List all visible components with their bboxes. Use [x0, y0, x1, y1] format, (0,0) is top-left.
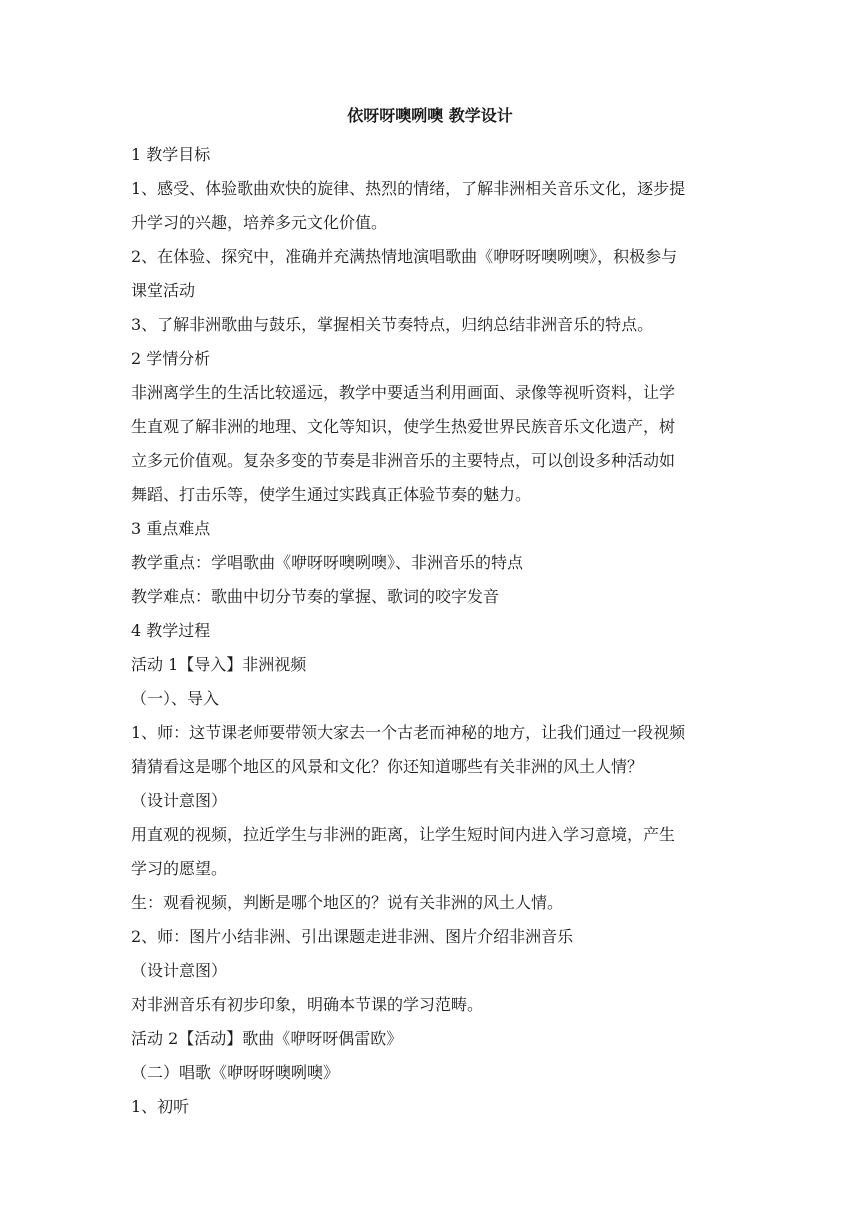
- paragraph-line: 1、师：这节课老师要带领大家去一个古老而神秘的地方，让我们通过一段视频: [131, 723, 686, 742]
- paragraph-line: 学习的愿望。: [131, 859, 228, 878]
- section-heading-objectives: 1 教学目标: [131, 145, 211, 164]
- paragraph-line: 立多元价值观。复杂多变的节奏是非洲音乐的主要特点，可以创设多种活动如: [131, 451, 676, 470]
- subsection-heading: （一）、导入: [131, 689, 220, 708]
- design-intent-label: （设计意图）: [131, 961, 228, 980]
- paragraph-line: 用直观的视频，拉近学生与非洲的距离，让学生短时间内进入学习意境，产生: [131, 825, 676, 844]
- paragraph-line: 1、感受、体验歌曲欢快的旋律、热烈的情绪，了解非洲相关音乐文化，逐步提: [131, 179, 686, 198]
- activity-heading: 活动 2【活动】歌曲《咿呀呀偶雷欧》: [131, 1029, 403, 1048]
- document-title: 依呀呀噢咧噢 教学设计: [347, 106, 513, 125]
- section-heading-process: 4 教学过程: [131, 621, 211, 640]
- paragraph-line: 1、初听: [131, 1097, 190, 1116]
- subsection-heading: （二）唱歌《咿呀呀噢咧噢》: [131, 1063, 340, 1082]
- paragraph-line: 教学难点：歌曲中切分节奏的掌握、歌词的咬字发音: [131, 587, 500, 606]
- paragraph-line: 舞蹈、打击乐等，使学生通过实践真正体验节奏的魅力。: [131, 485, 532, 504]
- paragraph-line: 生：观看视频，判断是哪个地区的？说有关非洲的风土人情。: [131, 893, 564, 912]
- section-heading-key-points: 3 重点难点: [131, 519, 211, 538]
- document-body: [131, 138, 731, 1124]
- activity-heading: 活动 1【导入】非洲视频: [131, 655, 307, 674]
- paragraph-line: 对非洲音乐有初步印象，明确本节课的学习范畴。: [131, 995, 484, 1014]
- paragraph-line: 教学重点：学唱歌曲《咿呀呀噢咧噢》、非洲音乐的特点: [131, 553, 524, 572]
- paragraph-line: 2、在体验、探究中，准确并充满热情地演唱歌曲《咿呀呀噢咧噢》，积极参与: [131, 247, 678, 266]
- paragraph-line: 猜猜看这是哪个地区的风景和文化？你还知道哪些有关非洲的风土人情？: [131, 757, 644, 776]
- paragraph-line: 升学习的兴趣，培养多元文化价值。: [131, 213, 388, 232]
- paragraph-line: 非洲离学生的生活比较遥远，教学中要适当利用画面、录像等视听资料，让学: [131, 383, 676, 402]
- paragraph-line: 2、师：图片小结非洲、引出课题走进非洲、图片介绍非洲音乐: [131, 927, 574, 946]
- design-intent-label: （设计意图）: [131, 791, 228, 810]
- paragraph-line: 课堂活动: [131, 281, 196, 300]
- paragraph-line: 3、了解非洲歌曲与鼓乐，掌握相关节奏特点，归纳总结非洲音乐的特点。: [131, 315, 654, 334]
- paragraph-line: 生直观了解非洲的地理、文化等知识，使学生热爱世界民族音乐文化遗产，树: [131, 417, 676, 436]
- section-heading-analysis: 2 学情分析: [131, 349, 211, 368]
